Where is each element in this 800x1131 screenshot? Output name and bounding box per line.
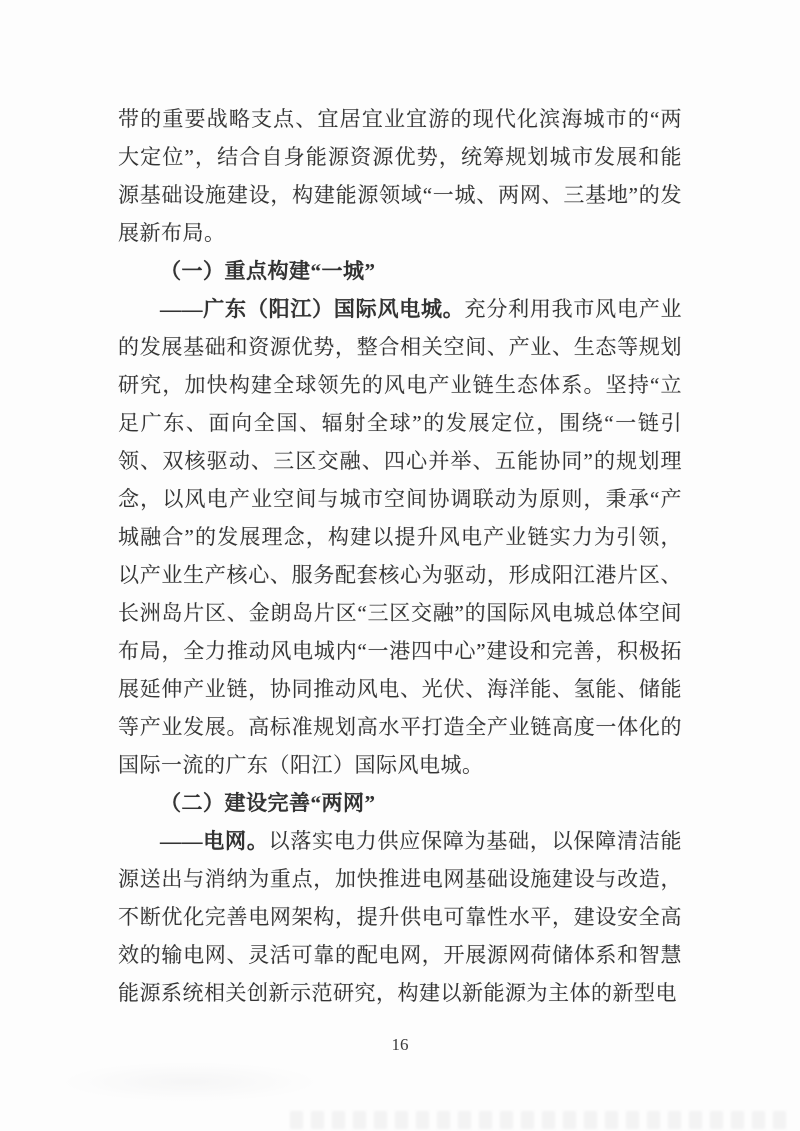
paragraph-text-power-grid: 以落实电力供应保障为基础，以保障清洁能源送出与消纳为重点，加快推进电网基础设施建设与改造，不断优化完善电网架构，提升供电可靠性水平，建设安全高效的输电网、灵活可靠的配电网，开展源网荷储体系和智慧能源系统相关创新示范研究，构建以新能源为主体的新型电: [118, 829, 683, 1005]
paragraph-wind-power-city: [118, 290, 682, 784]
section-heading-one-city: （一）重点构建“一城”: [160, 259, 376, 283]
paragraph-continuation: 带的重要战略支点、宜居宜业宜游的现代化滨海城市的“两大定位”，结合自身能源资源优势，统筹规划城市发展和能源基础设施建设，构建能源领域“一城、两网、三基地”的发展新布局。: [118, 107, 682, 245]
paragraph-lead-power-grid: ——电网。: [160, 829, 269, 853]
paragraph-text-wind-power-city: 充分利用我市风电产业的发展基础和资源优势，整合相关空间、产业、生态等规划研究，加快构建全球领先的风电产业链生态体系。坚持“立足广东、面向全国、辐射全球”的发展定位，围绕“一链引领、双核驱动、三区交融、四心并举、五能协同”的规划理念，以风电产业空间与城市空间协调联动为原则，秉承“产城融合”的发展理念，构建以提升风电产业链实力为引领，以产业生产核心、服务配套核心为驱动，形成阳江港片区、长洲岛片区、金朗岛片区“三区交融”的国际风电城总体空间布局，全力推动风电城内“一港四中心”建设和完善，积极拓展延伸产业链，协同推动风电、光伏、海洋能、氢能、储能等产业发展。高标准规划高水平打造全产业链高度一体化的国际一流的广东（阳江）国际风电城。: [118, 297, 683, 777]
paragraph-lead-wind-power-city: ——广东（阳江）国际风电城。: [160, 297, 465, 321]
scan-bleed-artifact: [290, 1111, 794, 1129]
paragraph-power-grid: [118, 822, 682, 1012]
section-heading-two-networks: （二）建设完善“两网”: [160, 791, 376, 815]
page-number: 16: [391, 1035, 409, 1054]
text-block: [118, 100, 682, 1012]
scan-smudge-artifact: [60, 1062, 320, 1102]
